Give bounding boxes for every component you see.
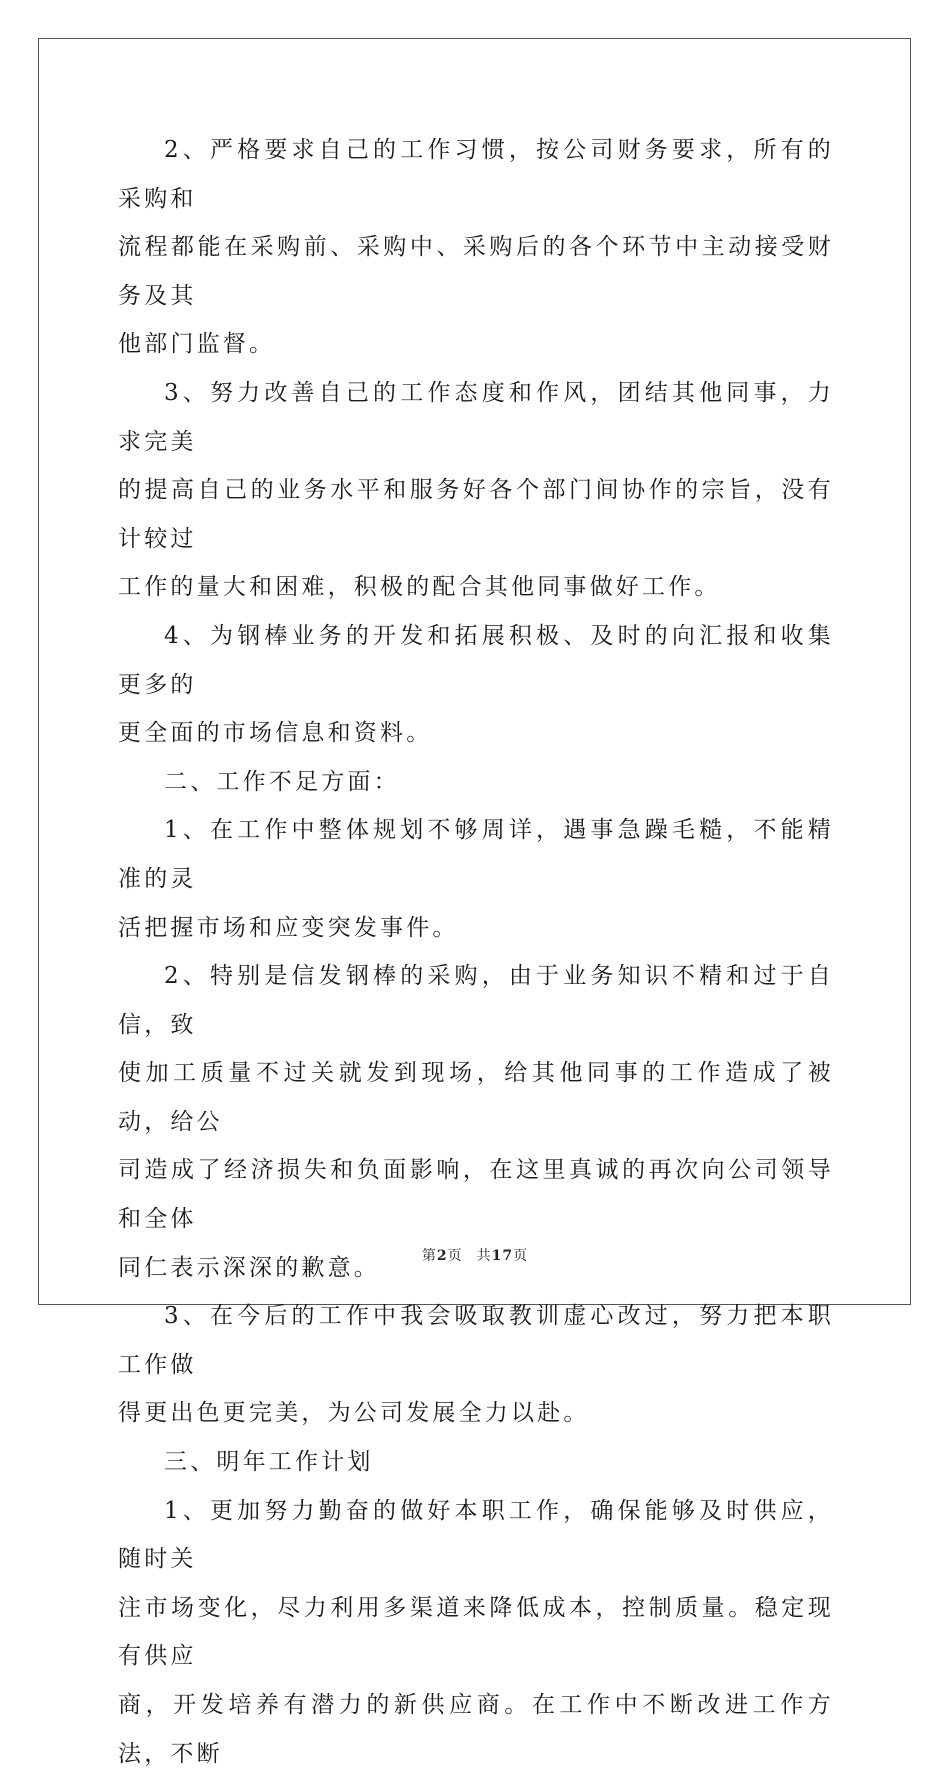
text-line: 2、特别是信发钢棒的采购，由于业务知识不精和过于自信，致 (118, 963, 834, 1038)
section-heading-next-year-plan (118, 1438, 834, 1487)
paragraph-work-attitude (118, 369, 834, 612)
text-line: 同仁表示深深的歉意。 (118, 1254, 380, 1281)
text-line: 活把握市场和应变突发事件。 (118, 914, 459, 941)
text-line: 商，开发培养有潜力的新供应商。在工作中不断改进工作方法，不断 (118, 1692, 834, 1767)
total-pages: 17 (491, 1248, 514, 1264)
text-line: 的提高自己的业务水平和服务好各个部门间协作的宗旨，没有计较过 (118, 477, 834, 552)
paragraph-planning-weakness (118, 806, 834, 952)
text-line: 工作的量大和困难，积极的配合其他同事做好工作。 (118, 574, 721, 601)
text-line: 得更出色更完美，为公司发展全力以赴。 (118, 1400, 590, 1427)
section-heading: 三、明年工作计划 (164, 1449, 374, 1476)
paragraph-diligence (118, 1487, 834, 1778)
text-line: 2、严格要求自己的工作习惯，按公司财务要求，所有的采购和 (118, 137, 834, 212)
text-line: 4、为钢棒业务的开发和拓展积极、及时的向汇报和收集更多的 (118, 622, 834, 698)
text-line: 注市场变化，尽力利用多渠道来降低成本，控制质量。稳定现有供应 (118, 1594, 834, 1670)
text-line: 使加工质量不过关就发到现场，给其他同事的工作造成了被动，给公 (118, 1060, 834, 1135)
paragraph-market-info (118, 612, 834, 758)
page-label-prefix: 第 (421, 1248, 437, 1264)
document-body (118, 126, 834, 1778)
text-line: 更全面的市场信息和资料。 (118, 720, 433, 747)
page-label-suffix: 页 (447, 1248, 463, 1264)
text-line: 1、更加努力勤奋的做好本职工作，确保能够及时供应，随时关 (118, 1497, 834, 1573)
paragraph-improvement (118, 1292, 834, 1438)
paragraph-procurement-compliance (118, 126, 834, 369)
page-number: 2 (436, 1248, 448, 1264)
page-footer (0, 1245, 950, 1265)
text-line: 1、在工作中整体规划不够周详，遇事急躁毛糙，不能精准的灵 (118, 817, 834, 892)
section-heading-shortcomings (118, 758, 834, 807)
text-line: 他部门监督。 (118, 331, 276, 358)
text-line: 3、在今后的工作中我会吸取教训虚心改过，努力把本职工作做 (118, 1303, 834, 1378)
text-line: 3、努力改善自己的工作态度和作风，团结其他同事，力求完美 (118, 379, 834, 455)
total-label-prefix: 共 (476, 1248, 492, 1264)
text-line: 流程都能在采购前、采购中、采购后的各个环节中主动接受财务及其 (118, 234, 834, 309)
section-heading: 二、工作不足方面： (164, 768, 400, 795)
total-label-suffix: 页 (513, 1248, 529, 1264)
paragraph-quality-incident (118, 952, 834, 1292)
text-line: 司造成了经济损失和负面影响，在这里真诚的再次向公司领导和全体 (118, 1157, 834, 1233)
